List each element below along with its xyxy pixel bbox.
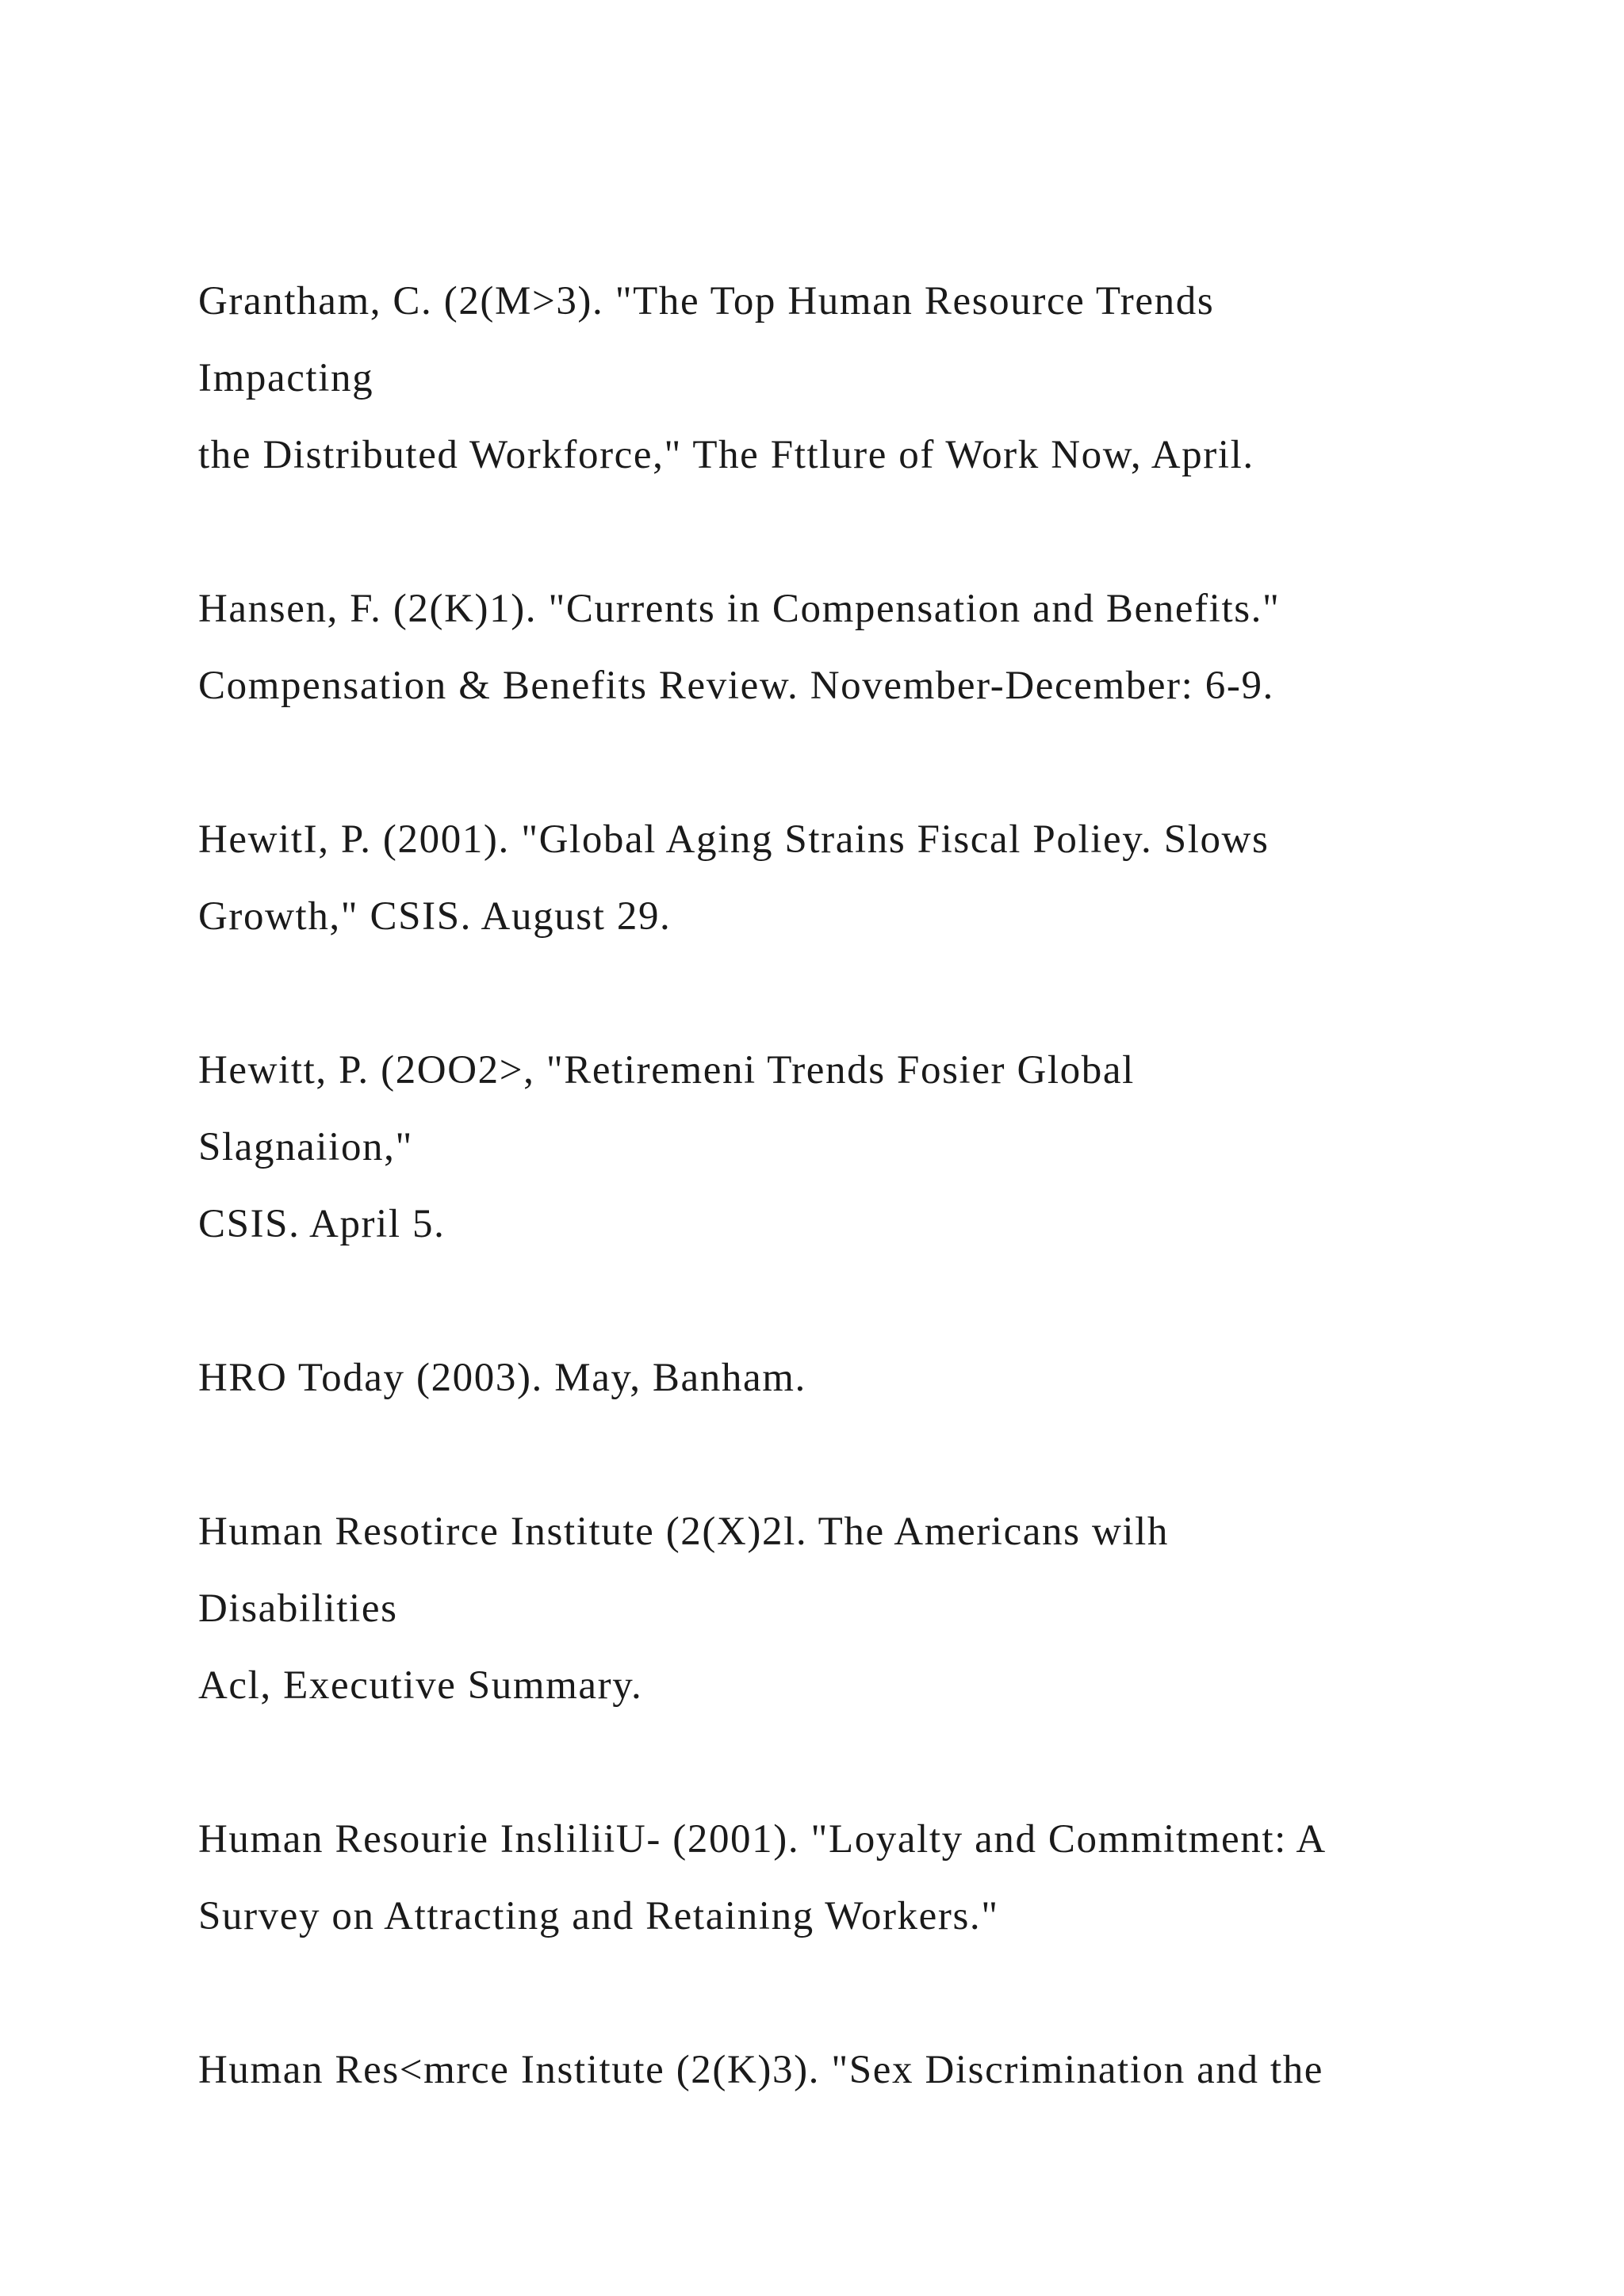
reference-line: CSIS. April 5. [198,1202,446,1246]
reference-line: Human Resourie InsliliiU- (2001). "Loyalty and Commitment: A [198,1817,1327,1862]
reference-line: Slagnaiion," [198,1125,413,1169]
reference-line: Human Resotirce Institute (2(X)2l. The Americans wilh [198,1510,1170,1554]
reference-line: Impacting [198,356,374,400]
reference-line: Growth," CSIS. August 29. [198,894,672,939]
reference-line: Human Res<mrce Institute (2(K)3). "Sex Discrimination and the [198,2048,1324,2092]
reference-line: Survey on Attracting and Retaining Workers." [198,1894,999,1938]
reference-line: the Distributed Workforce," The Fttlure of Work Now, April. [198,433,1254,477]
reference-line: Compensation & Benefits Review. November-December: 6-9. [198,664,1274,708]
reference-line: Acl, Executive Summary. [198,1663,643,1708]
reference-line: Hewitt, P. (2OO2>, "Retiremeni Trends Fosier Global [198,1048,1135,1093]
reference-line: Hansen, F. (2(K)1). "Currents in Compensation and Benefits." [198,587,1281,631]
reference-line: HRO Today (2003). May, Banham. [198,1356,806,1400]
reference-line: Grantham, C. (2(M>3). "The Top Human Resource Trends [198,279,1215,323]
reference-line: HewitI, P. (2001). "Global Aging Strains Fiscal Poliey. Slows [198,817,1270,862]
reference-line: Disabilities [198,1586,398,1631]
